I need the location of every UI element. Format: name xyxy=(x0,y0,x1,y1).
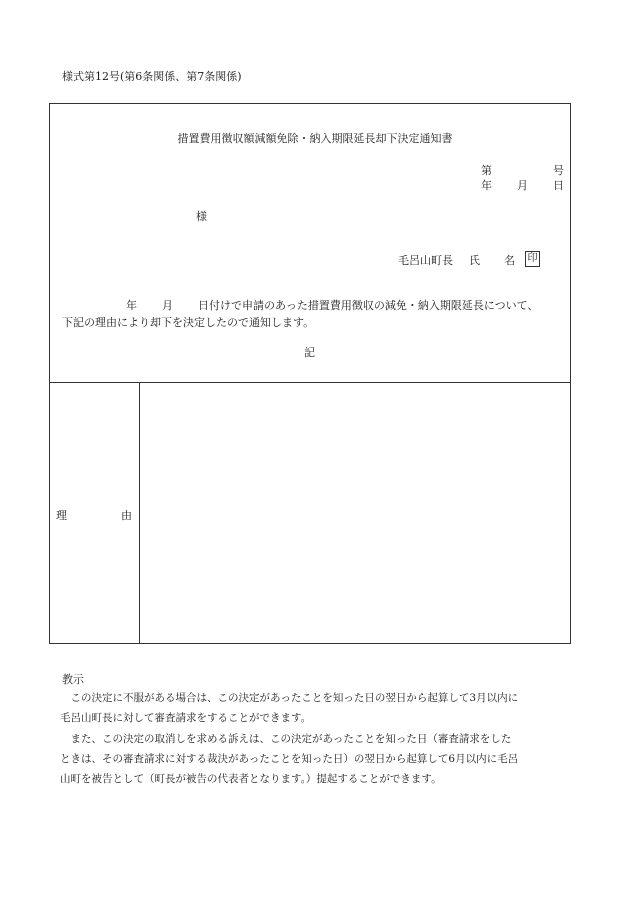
message-line1: 日付けで申請のあった措置費用徴収の減免・納入期限延長について、 xyxy=(198,299,539,312)
addressee-suffix: 様 xyxy=(196,210,207,223)
instructions-line: この決定に不服がある場合は、この決定があったことを知った日の翌日から起算して3月以内に xyxy=(60,692,519,704)
reason-label-left: 理 xyxy=(56,509,67,522)
date-day: 日 xyxy=(553,179,564,192)
date-month: 月 xyxy=(517,179,528,192)
seal-mark: 印 xyxy=(525,251,540,267)
message-month: 月 xyxy=(162,299,173,312)
instructions-line: また、この決定の取消しを求める訴えは、この決定があったことを知った日（審査請求をした xyxy=(60,733,512,745)
reason-label-right: 由 xyxy=(121,509,132,522)
message-line2: 下記の理由により却下を決定したので通知します。 xyxy=(62,316,315,329)
ki-label: 記 xyxy=(304,346,315,359)
date-year: 年 xyxy=(481,179,492,192)
form-label: 様式第12号(第6条関係、第7条関係) xyxy=(62,70,242,83)
document-title: 措置費用徴収額減額免除・納入期限延長却下決定通知書 xyxy=(177,132,453,145)
number-dai: 第 xyxy=(481,164,492,177)
instructions-line: ときは、その審査請求に対する裁決があったことを知った日）の翌日から起算して6月以内に毛呂 xyxy=(60,753,519,765)
number-go: 号 xyxy=(553,164,564,177)
message-year: 年 xyxy=(126,299,137,312)
instructions-heading: 教示 xyxy=(62,673,84,686)
instructions-line: 山町を被告として（町長が被告の代表者となります。）提起することができます。 xyxy=(60,773,442,785)
issuer-shi: 氏 xyxy=(469,254,480,267)
reason-field[interactable] xyxy=(141,384,569,642)
reason-column-divider xyxy=(139,382,140,644)
issuer-mei: 名 xyxy=(504,254,515,267)
table-divider xyxy=(49,382,571,383)
issuer-position: 毛呂山町長 xyxy=(398,254,453,267)
instructions-line: 毛呂山町長に対して審査請求をすることができます。 xyxy=(60,712,312,724)
